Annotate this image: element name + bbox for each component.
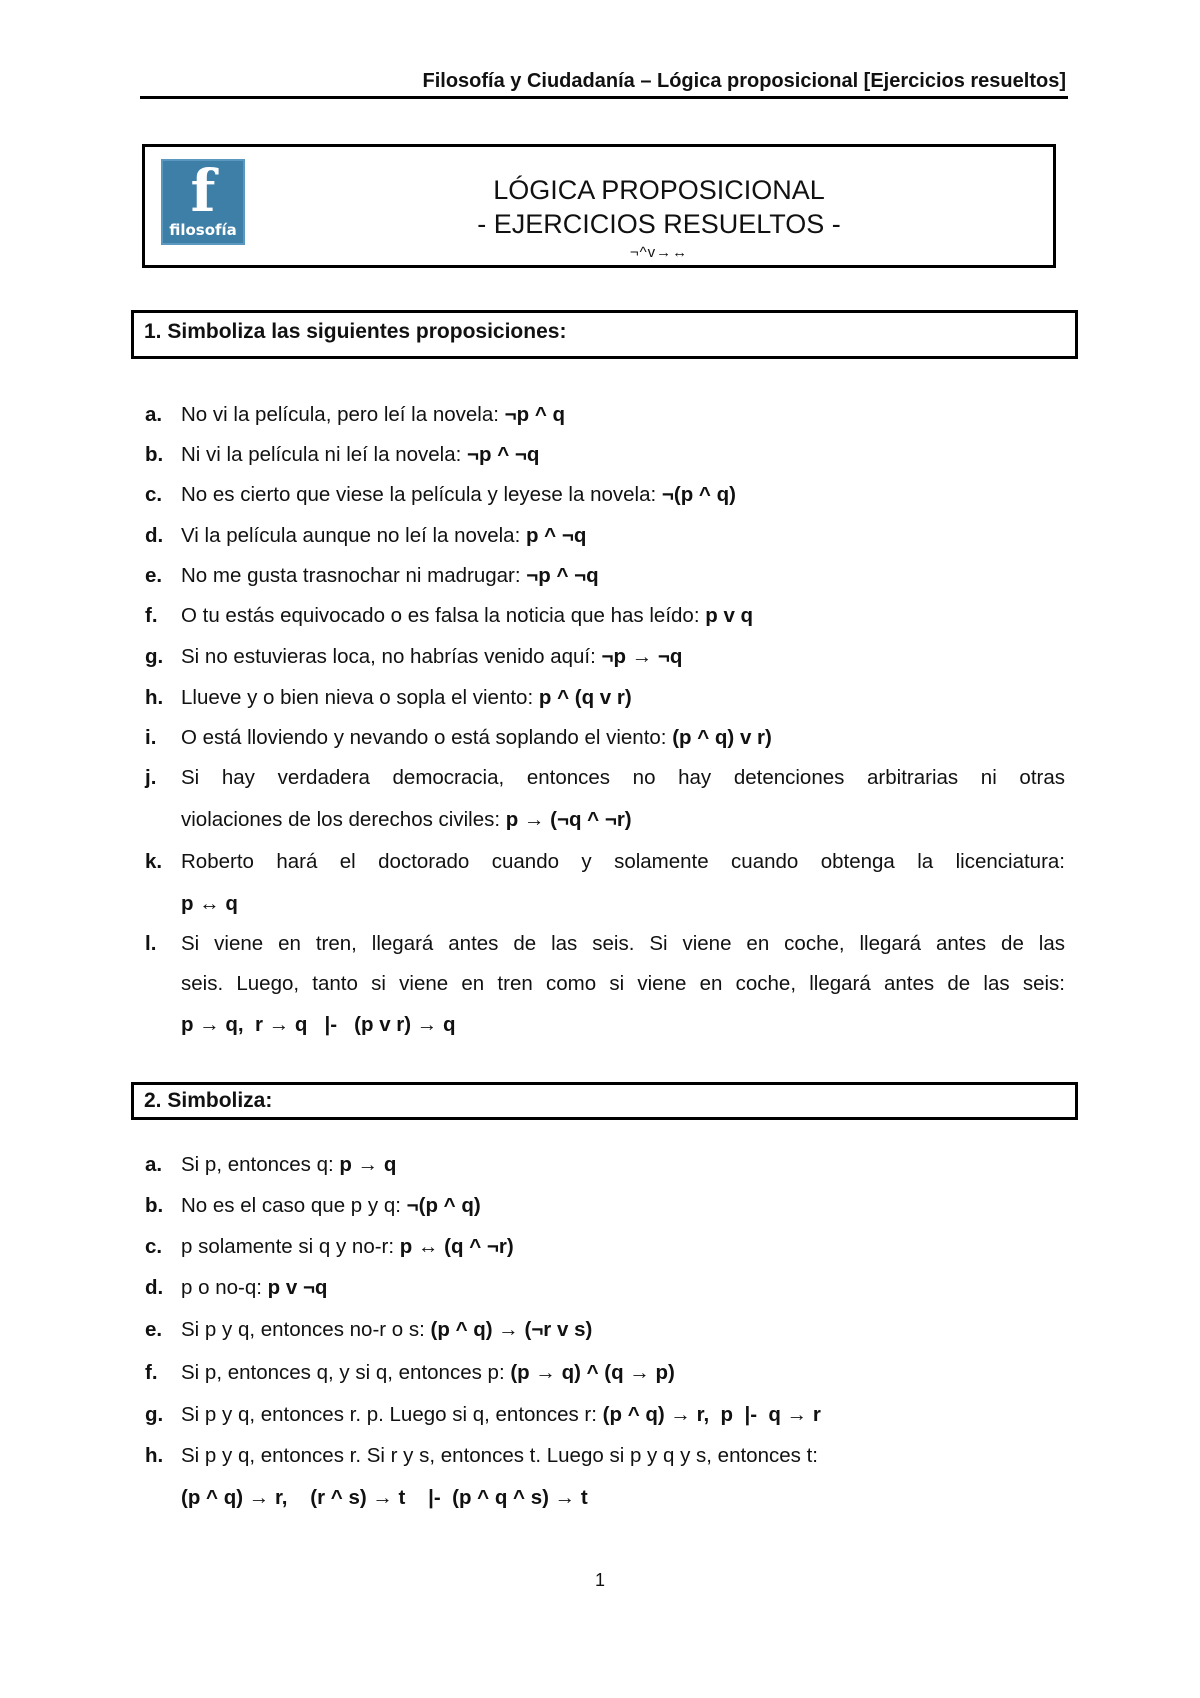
- item-text: Si p y q, entonces r. p. Luego si q, entonces r:: [181, 1403, 603, 1426]
- item-text-line: Si p y q, entonces r. Si r y s, entonces t. Luego si p y q y s, entonces t:: [181, 1444, 818, 1467]
- item-formula: ¬p ^ ¬q: [467, 443, 540, 466]
- item-text: Si no estuvieras loca, no habrías venido aquí:: [181, 645, 602, 668]
- item-text: Si p, entonces q, y si q, entonces p:: [181, 1361, 511, 1384]
- item-text: No es el caso que p y q:: [181, 1194, 407, 1217]
- item-formula: p → q, r → q |- (p v r) → q: [181, 1013, 456, 1036]
- logo-letter: f: [190, 157, 216, 225]
- item-formula: p ↔ q: [181, 892, 238, 915]
- item-formula: ¬p ^ q: [504, 403, 566, 426]
- title-subtitle: - EJERCICIOS RESUELTOS -: [477, 209, 841, 239]
- item-formula: (p → q) ^ (q → p): [510, 1361, 675, 1384]
- item-formula: p ^ ¬q: [525, 524, 587, 547]
- item-text-line: seis. Luego, tanto si viene en tren como si viene en coche, llegará antes de las seis:: [181, 972, 1065, 995]
- item-formula: p ↔ (q ^ ¬r): [399, 1235, 514, 1258]
- item-text: Si p, entonces q:: [181, 1153, 340, 1176]
- list-item: [145, 766, 1065, 836]
- item-letter: g.: [145, 1403, 164, 1426]
- item-text: p o no-q:: [181, 1276, 268, 1299]
- item-text: No es cierto que viese la película y leyese la novela:: [181, 483, 662, 506]
- item-letter: f.: [145, 604, 158, 627]
- item-letter: c.: [145, 1235, 163, 1258]
- item-text-line: Si hay verdadera democracia, entonces no hay detenciones arbitrarias ni otras: [181, 766, 1065, 789]
- item-letter: h.: [145, 686, 164, 709]
- item-formula: ¬p → ¬q: [601, 645, 683, 668]
- page-number: 1: [594, 1570, 605, 1590]
- title-symbols: ¬^v→↔: [629, 244, 689, 261]
- item-letter: i.: [145, 726, 157, 749]
- item-text: O está lloviendo y nevando o está soplando el viento:: [181, 726, 673, 749]
- logo-word: filosofía: [169, 221, 237, 239]
- item-letter: d.: [145, 1276, 164, 1299]
- title-main: LÓGICA PROPOSICIONAL: [493, 175, 825, 205]
- item-letter: d.: [145, 524, 164, 547]
- item-formula: (p ^ q) → r, p |- q → r: [602, 1403, 821, 1426]
- list-item: [145, 932, 1065, 1042]
- item-formula: (p ^ q) → r, (r ^ s) → t |- (p ^ q ^ s) → t: [181, 1486, 588, 1509]
- list-item: [145, 850, 1065, 920]
- item-text: O tu estás equivocado o es falsa la noticia que has leído:: [181, 604, 706, 627]
- section-2-heading: 2. Simboliza:: [131, 1082, 1078, 1120]
- item-letter: f.: [145, 1361, 158, 1384]
- item-formula: p ^ (q v r): [538, 686, 632, 709]
- list-item: [145, 1444, 1065, 1516]
- item-letter: a.: [145, 1153, 163, 1176]
- item-formula: ¬(p ^ q): [661, 483, 736, 506]
- item-formula: (p ^ q) v r): [672, 726, 772, 749]
- item-formula: p v q: [705, 604, 754, 627]
- header-rule: [140, 96, 1068, 99]
- title-lines: [265, 173, 1053, 265]
- filosofia-logo: [161, 159, 245, 245]
- item-letter: b.: [145, 443, 164, 466]
- item-formula: ¬p ^ ¬q: [526, 564, 599, 587]
- item-text: violaciones de los derechos civiles:: [181, 808, 506, 831]
- item-formula: p → q: [339, 1153, 397, 1176]
- item-formula: (p ^ q) → (¬r v s): [430, 1318, 593, 1341]
- item-letter: b.: [145, 1194, 164, 1217]
- item-text: No vi la película, pero leí la novela:: [181, 403, 505, 426]
- item-letter: h.: [145, 1444, 164, 1467]
- item-formula: p v ¬q: [267, 1276, 328, 1299]
- item-formula: ¬(p ^ q): [406, 1194, 481, 1217]
- item-text: Vi la película aunque no leí la novela:: [181, 524, 526, 547]
- item-text-line: Si viene en tren, llegará antes de las seis. Si viene en coche, llegará antes de las: [181, 932, 1065, 955]
- item-text: No me gusta trasnochar ni madrugar:: [181, 564, 527, 587]
- item-letter: g.: [145, 645, 164, 668]
- item-text: p solamente si q y no-r:: [181, 1235, 400, 1258]
- item-text: Llueve y o bien nieva o sopla el viento:: [181, 686, 539, 709]
- item-letter: e.: [145, 564, 163, 587]
- item-letter: j.: [145, 766, 157, 789]
- item-letter: k.: [145, 850, 163, 873]
- section-1-heading: 1. Simboliza las siguientes proposiciones:: [131, 310, 1078, 359]
- item-letter: l.: [145, 932, 157, 955]
- item-text: Si p y q, entonces no-r o s:: [181, 1318, 431, 1341]
- item-text: Ni vi la película ni leí la novela:: [181, 443, 468, 466]
- item-formula: p → (¬q ^ ¬r): [505, 808, 632, 831]
- title-box: [142, 144, 1056, 268]
- running-header: Filosofía y Ciudadanía – Lógica proposicional [Ejercicios resueltos]: [422, 70, 1066, 92]
- item-letter: c.: [145, 483, 163, 506]
- item-letter: e.: [145, 1318, 163, 1341]
- item-letter: a.: [145, 403, 163, 426]
- item-text-line: Roberto hará el doctorado cuando y solamente cuando obtenga la licenciatura:: [181, 850, 1065, 873]
